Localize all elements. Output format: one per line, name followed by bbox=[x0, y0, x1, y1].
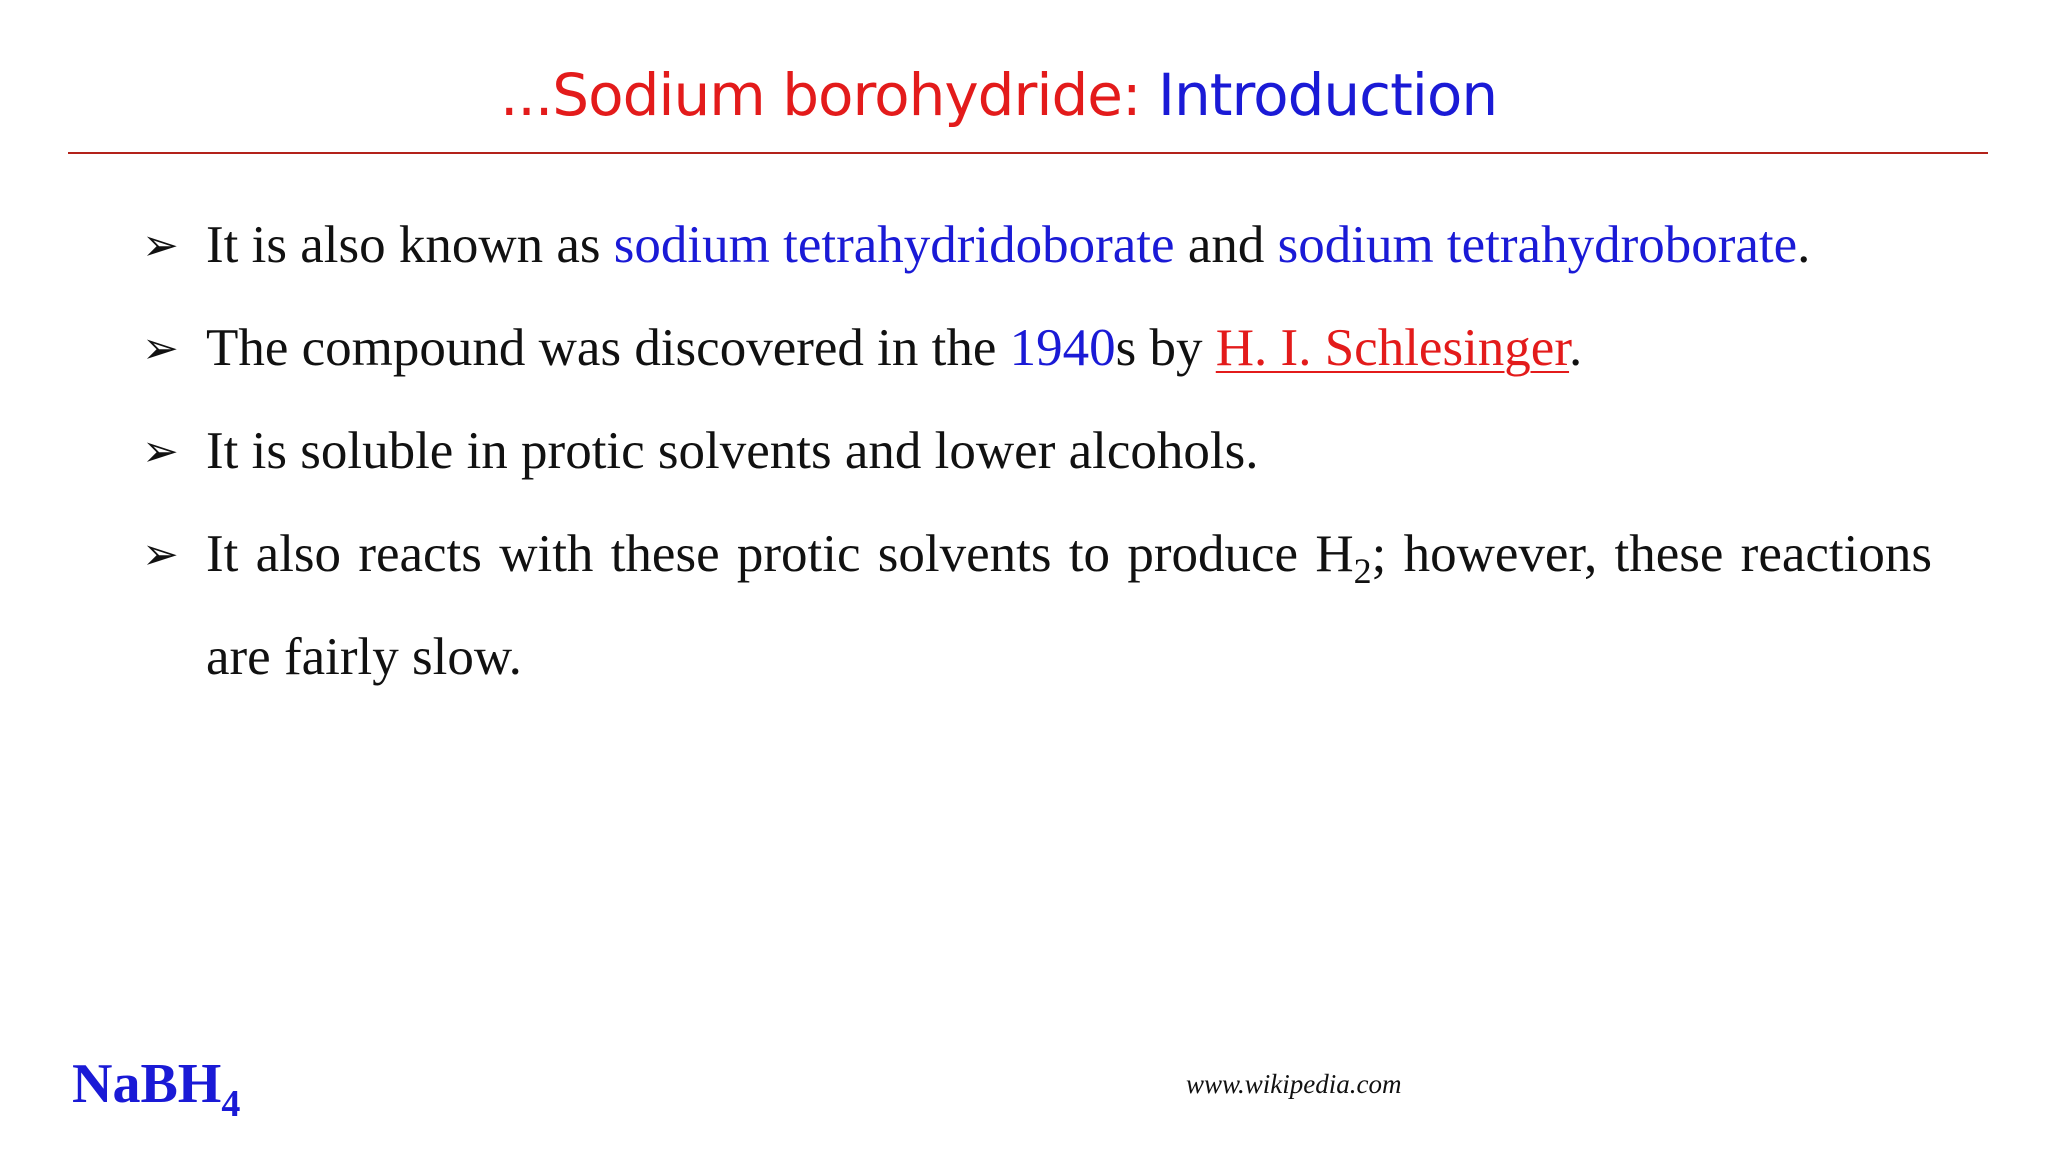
bullet-item-4 bbox=[142, 503, 1932, 709]
bullet-2-text-b: s by bbox=[1115, 319, 1216, 377]
title-divider bbox=[68, 152, 1988, 154]
source-credit: www.wikipedia.com bbox=[1186, 1069, 1402, 1099]
arrow-bullet-icon: ➢ bbox=[142, 426, 179, 477]
chemical-formula bbox=[72, 1044, 240, 1124]
bullet-1-text-c: . bbox=[1797, 216, 1811, 274]
bullet-1-text-a: It is also known as bbox=[206, 216, 614, 274]
slide-title-prefix: ...Sodium borohydride: bbox=[500, 61, 1141, 129]
bullet-2-text-a: The compound was discovered in the bbox=[206, 319, 1010, 377]
formula-main: NaBH bbox=[72, 1053, 222, 1115]
bullet-4-text-a: It also reacts with these protic solvents to produce H bbox=[206, 525, 1354, 583]
arrow-bullet-icon: ➢ bbox=[142, 529, 179, 580]
bullet-4-subscript: 2 bbox=[1353, 551, 1372, 591]
arrow-bullet-icon: ➢ bbox=[142, 323, 179, 374]
bullet-2-text-c: . bbox=[1569, 319, 1583, 377]
bullet-list bbox=[142, 194, 1932, 709]
bullet-item-1 bbox=[142, 194, 1932, 297]
slide-title bbox=[500, 52, 1497, 138]
bullet-2-year: 1940 bbox=[1009, 319, 1116, 377]
bullet-item-3 bbox=[142, 400, 1932, 503]
bullet-3-text: It is soluble in protic solvents and lower alcohols. bbox=[206, 422, 1259, 480]
bullet-item-2 bbox=[142, 297, 1932, 400]
slide-title-suffix: Introduction bbox=[1140, 61, 1498, 129]
bullet-1-term-b: sodium tetrahydroborate bbox=[1277, 216, 1798, 274]
formula-subscript: 4 bbox=[221, 1083, 241, 1125]
bullet-1-text-b: and bbox=[1174, 216, 1278, 274]
bullet-1-term-a: sodium tetrahydridoborate bbox=[613, 216, 1175, 274]
arrow-bullet-icon: ➢ bbox=[142, 220, 179, 271]
bullet-4-text-b: ; however, these reactions are fairly slow. bbox=[206, 525, 1932, 686]
schlesinger-link[interactable]: H. I. Schlesinger bbox=[1215, 319, 1570, 377]
